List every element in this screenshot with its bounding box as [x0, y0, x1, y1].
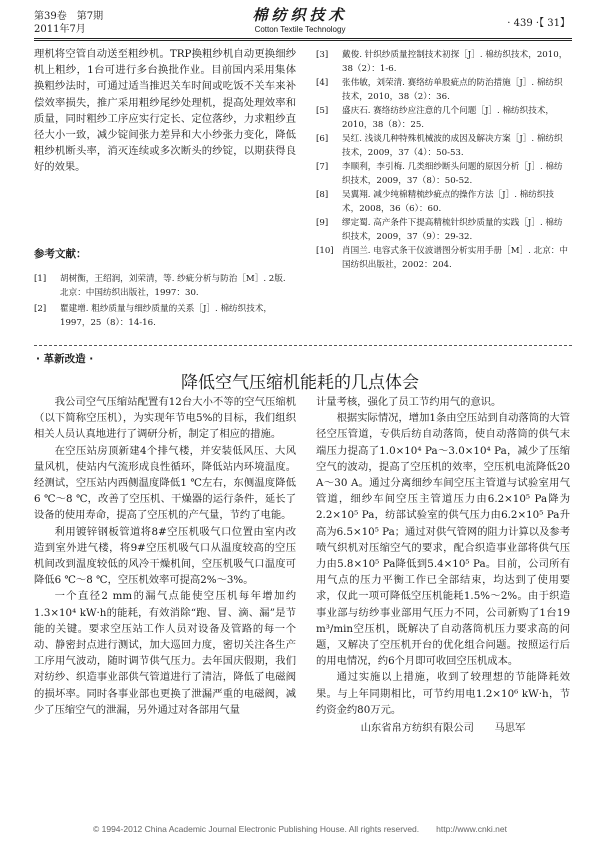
reference-number: [4] — [316, 78, 329, 88]
prev-article-left-column — [34, 46, 296, 176]
header-divider-second — [34, 40, 572, 41]
reference-item — [316, 132, 570, 160]
reference-text: 肖国兰. 电容式条干仪波谱图分析实用手册［M］. 北京：中国纺织出版社，2002：204. — [342, 246, 568, 270]
article-paragraph: 一个直径2 mm的漏气点能使空压机每年增加约1.3×10⁴ kW·h的能耗，有效消除“跑、冒、滴、漏”是节能的关键。要求空压站工作人员对设备及管路的每一个动、静密封点进行测试，加大巡回力度，密切关注各生产工序用气波动，随时调节供气压力。去年国庆假期，我们对纺纱、织造事业部供气管道进行了清洁，降低了电磁阀的损坏率。同时各事业部也更换了泄漏严重的电磁阀，减少了压缩空气的泄漏，另外通过对各部用气量 — [34, 590, 296, 716]
article-paragraph: 计量考核，强化了员工节约用气的意识。 — [316, 396, 502, 408]
reference-item — [316, 244, 570, 272]
header-divider — [34, 38, 572, 39]
reference-text: 盛庆石. 赛络纺纱应注意的几个问题［J］. 棉纺织技术，2010，38（8）：25. — [342, 106, 555, 130]
references-heading: 参考文献： — [34, 248, 87, 260]
article-paragraph: 通过实施以上措施，收到了较理想的节能降耗效果。与上年同期相比，可节约用电1.2×10⁶ kW·h，节约资金约80万元。 — [316, 671, 570, 716]
issue-date: 2011年7月 — [34, 24, 86, 35]
reference-text: 瞿建增. 粗纱质量与细纱质量的关系［J］. 棉纺织技术，1997，25（8）：14-16. — [60, 304, 273, 328]
reference-number: [7] — [316, 162, 329, 172]
reference-item — [316, 48, 570, 76]
journal-masthead — [222, 4, 378, 34]
reference-item — [316, 76, 570, 104]
volume-number: 第39卷 第7期 — [34, 11, 104, 22]
section-tag: · 革新改造 · — [36, 353, 94, 365]
reference-text: 吴翼翔. 减少纯棉精梳纱疵点的操作方法［J］. 棉纺织技术，2008，36（6）：60. — [342, 190, 555, 214]
reference-item — [316, 188, 570, 216]
reference-text: 吴红. 浅谈几种特殊机械波的成因及解决方案［J］. 棉纺织技术，2009，37（4）：50-53. — [342, 134, 563, 158]
journal-title-cn: 棉纺织技术 — [252, 6, 348, 24]
reference-number: [5] — [316, 106, 329, 116]
reference-number: [6] — [316, 134, 329, 144]
reference-number: [3] — [316, 50, 329, 60]
reference-item — [316, 160, 570, 188]
reference-item — [316, 216, 570, 244]
article-paragraph: 我公司空气压缩站配置有12台大小不等的空气压缩机（以下简称空压机），为实现年节电5%的目标，我们组织相关人员认真地进行了调研分析，制定了相应的措施。 — [34, 396, 296, 441]
reference-item — [34, 302, 296, 330]
references-left — [34, 272, 296, 330]
reference-item — [316, 104, 570, 132]
article-right-column — [316, 394, 570, 736]
reference-number: [8] — [316, 190, 329, 200]
reference-text: 戴俊. 针织纱质量控制技术初探［J］. 棉纺织技术，2010，38（2）：1-6. — [342, 50, 568, 74]
journal-title-en: Cotton Textile Technology — [254, 25, 346, 34]
section-divider — [34, 345, 572, 346]
reference-text: 张伟敏，刘荣清. 赛络纺单股疵点的防治措施［J］. 棉纺织技术，2010，38（2）：36. — [342, 78, 563, 102]
page-number: · 439 ·【 31】 — [507, 18, 570, 29]
article-paragraph: 在空压站房顶新建4个排气楼，并安装低风压、大风量风机，使站内气流形成良性循环，降低站内环境温度。经测试，空压站内西侧温度降低1 ℃左右，东侧温度降低6 ℃～8 ℃，改善了空压机、干燥器的运行条件，延长了设备的使用寿命，提高了空压机的产气量，节约了电能。 — [34, 444, 296, 522]
article-author: 山东省帛方纺织有限公司 马思军 — [360, 722, 526, 735]
reference-number: [2] — [34, 304, 47, 314]
issue-info — [34, 10, 103, 36]
prev-article-continuation: 理机将空管自动送至粗纱机。TRP换粗纱机自动更换细纱机上粗纱，1台可进行多台换批作业。目前国内采用集体换粗纱法时，可通过适当推迟关车时间或吃饭不关车来补偿效率损失，推广采用粗纱尾纱处理机，提高处理效率和质量，同时粗纱工序应实行定长、定位落纱，力求粗纱直径大小一致，减少锭间张力差异和大小纱张力变化，降低粗纱机断头率，消灭连续或多次断头的纱锭，以期获得良好的效果。 — [34, 48, 296, 174]
article-left-column — [34, 394, 296, 718]
reference-item — [34, 272, 296, 300]
reference-number: [9] — [316, 218, 329, 228]
article-paragraph: 利用镀锌钢板管道将8#空压机吸气口位置由室内改造到室外进气楼，将9#空压机吸气口从温度较高的空压机间改到温度较低的风冷干燥机间，空压机吸气口温度可降低6 ℃～8 ℃，空压机效率可提高2%～3%。 — [34, 525, 296, 587]
references-right — [316, 48, 570, 272]
reference-text: 胡树衡，王绍润，刘荣清，等. 纱疵分析与防治［M］. 2版. 北京：中国纺织出版社，1997：30. — [60, 274, 286, 298]
article-title: 降低空气压缩机能耗的几点体会 — [181, 373, 419, 393]
copyright-footer: © 1994-2012 China Academic Journal Electronic Publishing House. All rights reserved. http://www.cnki.net — [93, 824, 507, 834]
reference-text: 李顺利，李引梅. 几类细纱断头问题的原因分析［J］. 棉纺织技术，2009，37（8）：50-52. — [342, 162, 563, 186]
reference-number: [10] — [316, 246, 334, 256]
article-paragraph: 根据实际情况，增加1条由空压站到自动落筒的大管径空压管道，专供后纺自动落筒，使自动落筒的供气末端压力提高了1.0×10⁴ Pa～3.0×10⁴ Pa，减少了压缩空气的波动，提高了空压机的效率，空压机电流降低20 A～30 A。通过分离细纱车间空压主管道与试验室用气管道，细纱车间空压主管道压力由6.2×10⁵ Pa降为2.2×10⁵ Pa，纺部试验室的供气压力由6.2×10⁵ Pa升高为6.5×10⁵ Pa；通过对供气管网的阻力计算以及参考喷气织机对压缩空气的要求，配合织造事业部将供气压力由5.8×10⁵ Pa降低到5.4×10⁵ Pa。目前，公司所有用气点的压力平衡工作已全部结束，均达到了使用要求，仅此一项可降低空压机能耗1.5%～2%。由于织造事业部与纺纱事业部用气压力不同，公司新购了1台19 m³/min空压机，既解决了自动落筒机压力要求高的问题，又解决了空压机开台的优化组合问题。按照运行后的用电情况，约6个月即可收回空压机成本。 — [316, 412, 570, 668]
reference-text: 缪定蜀. 高产条件下提高精梳针织纱质量的实践［J］. 棉纺织技术，2009，37（9）：29-32. — [342, 218, 563, 242]
reference-number: [1] — [34, 274, 47, 284]
